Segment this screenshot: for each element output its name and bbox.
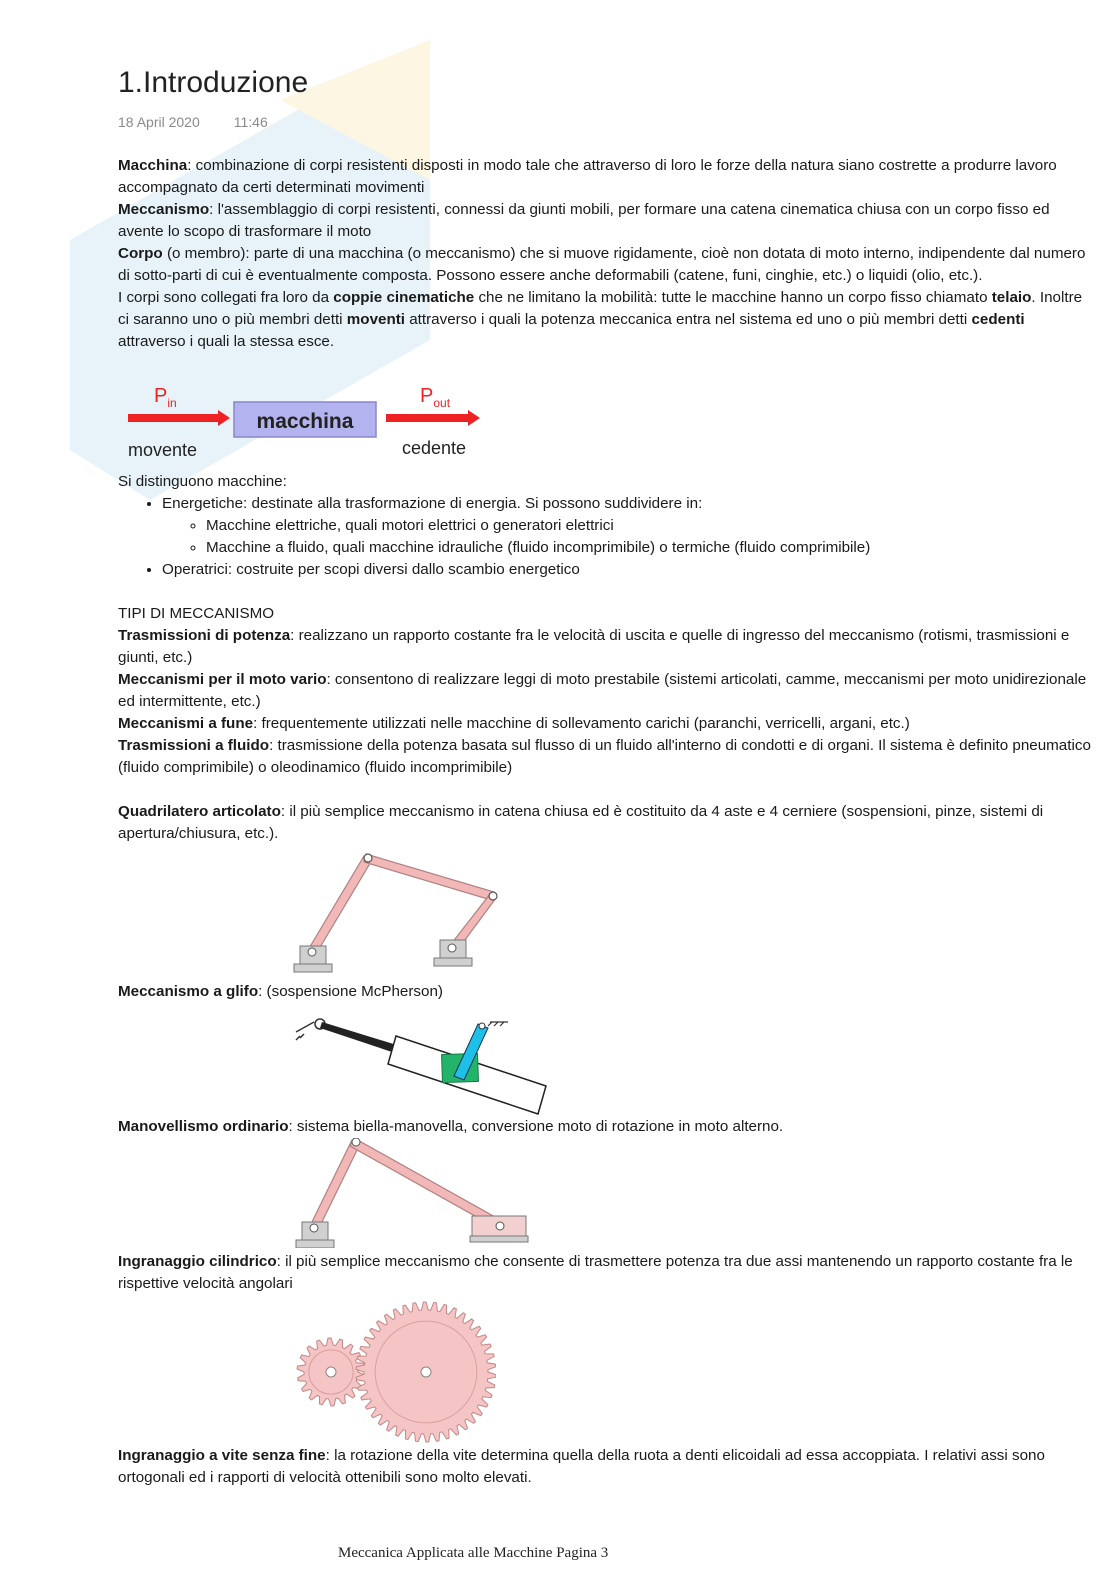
- tipo-item: Meccanismi per il moto vario: consentono di realizzare leggi di moto prestabile (sistemi articolati, camme, meccanismi per moto unidirezionale ed intermittente, etc.): [118, 671, 1087, 710]
- cedente-label: cedente: [402, 438, 467, 458]
- tipo-item: Meccanismi a fune: frequentemente utilizzati nelle macchine di sollevamento carichi (paranchi, verricelli, argani, etc.): [118, 715, 910, 732]
- classification-list: [118, 493, 1096, 581]
- page-date: 18 April 2020: [118, 114, 200, 130]
- ingranaggio-figure: [296, 1300, 496, 1445]
- manovellismo-text: Manovellismo ordinario: sistema biella-manovella, conversione moto di rotazione in moto alterno.: [118, 1118, 784, 1135]
- vite-text: Ingranaggio a vite senza fine: la rotazione della vite determina quella della ruota a denti elicoidali ad essa accoppiata. I relativi assi sono ortogonali ed i rapporti di velocità ottenibili sono molto elevati.: [118, 1447, 1045, 1486]
- intro-definitions: [118, 155, 1096, 353]
- def-corpo: Corpo (o membro): parte di una macchina (o meccanismo) che si muove rigidamente, cioè non dotata di moto interno, indipendente dal numero di sotto-parti di cui è eventualmente composta. Possono essere anche deformabili (catene, funi, cinghie, etc.) o liquidi (olio, etc.).: [118, 245, 1086, 284]
- manovellismo-figure: [292, 1138, 532, 1248]
- macchina-diagram: [122, 380, 492, 465]
- tipi-meccanismo: [118, 603, 1096, 779]
- sub-list: [162, 515, 1096, 559]
- movente-label: movente: [128, 440, 198, 460]
- quadrilatero-text: Quadrilatero articolato: il più semplice meccanismo in catena chiusa ed è costituito da 4 aste e 4 cerniere (sospensioni, pinze, sistemi di apertura/chiusura, etc.).: [118, 803, 1044, 842]
- glifo-text: Meccanismo a glifo: (sospensione McPherson): [118, 983, 443, 1000]
- list-item: ◦ Macchine a fluido, quali macchine idrauliche (fluido incomprimibile) o termiche (fluido comprimibile): [206, 537, 1096, 559]
- p-in-label: $P_{in}$: [154, 385, 177, 410]
- page-title: 1.Introduzione: [118, 66, 309, 99]
- page-footer: Meccanica Applicata alle Macchine Pagina 3: [338, 1545, 609, 1561]
- macchina-box-label: macchina: [256, 410, 354, 433]
- classification-intro: Si distinguono macchine:: [118, 473, 287, 490]
- list-item: • Energetiche: destinate alla trasformazione di energia. Si possono suddividere in: ◦ Macchine elettriche, quali motori elettrici o generatori elettrici ◦ Macchine a fluido, quali macchine idrauliche (fluido incomprimibile) o termiche (fluido comprimibile): [162, 493, 1096, 559]
- def-coppie: I corpi sono collegati fra loro da coppie cinematiche che ne limitano la mobilità: tutte le macchine hanno un corpo fisso chiamato telaio. Inoltre ci saranno uno o più membri detti moventi attraverso i quali la potenza meccanica entra nel sistema ed uno o più membri detti cedenti attraverso i quali la stessa esce.: [118, 289, 1083, 350]
- tipo-item: Trasmissioni di potenza: realizzano un rapporto costante fra le velocità di uscita e quelle di ingresso del meccanismo (rotismi, trasmissioni e giunti, etc.): [118, 627, 1070, 666]
- glifo-figure: [292, 1010, 552, 1120]
- section-heading: TIPI DI MECCANISMO: [118, 605, 275, 622]
- page-meta: [118, 114, 268, 130]
- ingranaggio-text: Ingranaggio cilindrico: il più semplice meccanismo che consente di trasmettere potenza tra due assi mantenendo un rapporto costante fra le rispettive velocità angolari: [118, 1253, 1073, 1292]
- tipo-item: Trasmissioni a fluido: trasmissione della potenza basata sul flusso di un fluido all'interno di condotti e di organi. Il sistema è definito pneumatico (fluido comprimibile) o oleodinamico (fluido incomprimibile): [118, 737, 1091, 776]
- list-item: ◦ Macchine elettriche, quali motori elettrici o generatori elettrici: [206, 515, 1096, 537]
- list-item: • Operatrici: costruite per scopi diversi dallo scambio energetico: [162, 559, 1096, 581]
- p-out-label: $P_{out}$: [420, 385, 451, 410]
- classification: [118, 471, 1096, 581]
- page-time: 11:46: [233, 114, 268, 130]
- def-meccanismo: Meccanismo: l'assemblaggio di corpi resistenti, connessi da giunti mobili, per formare una catena cinematica chiusa con un corpo fisso ed avente lo scopo di trasformare il moto: [118, 201, 1050, 240]
- quadrilatero-figure: [290, 848, 510, 978]
- def-macchina: Macchina: combinazione di corpi resistenti disposti in modo tale che attraverso di loro le forze della natura siano costrette a produrre lavoro accompagnato da certi determinati movimenti: [118, 157, 1057, 196]
